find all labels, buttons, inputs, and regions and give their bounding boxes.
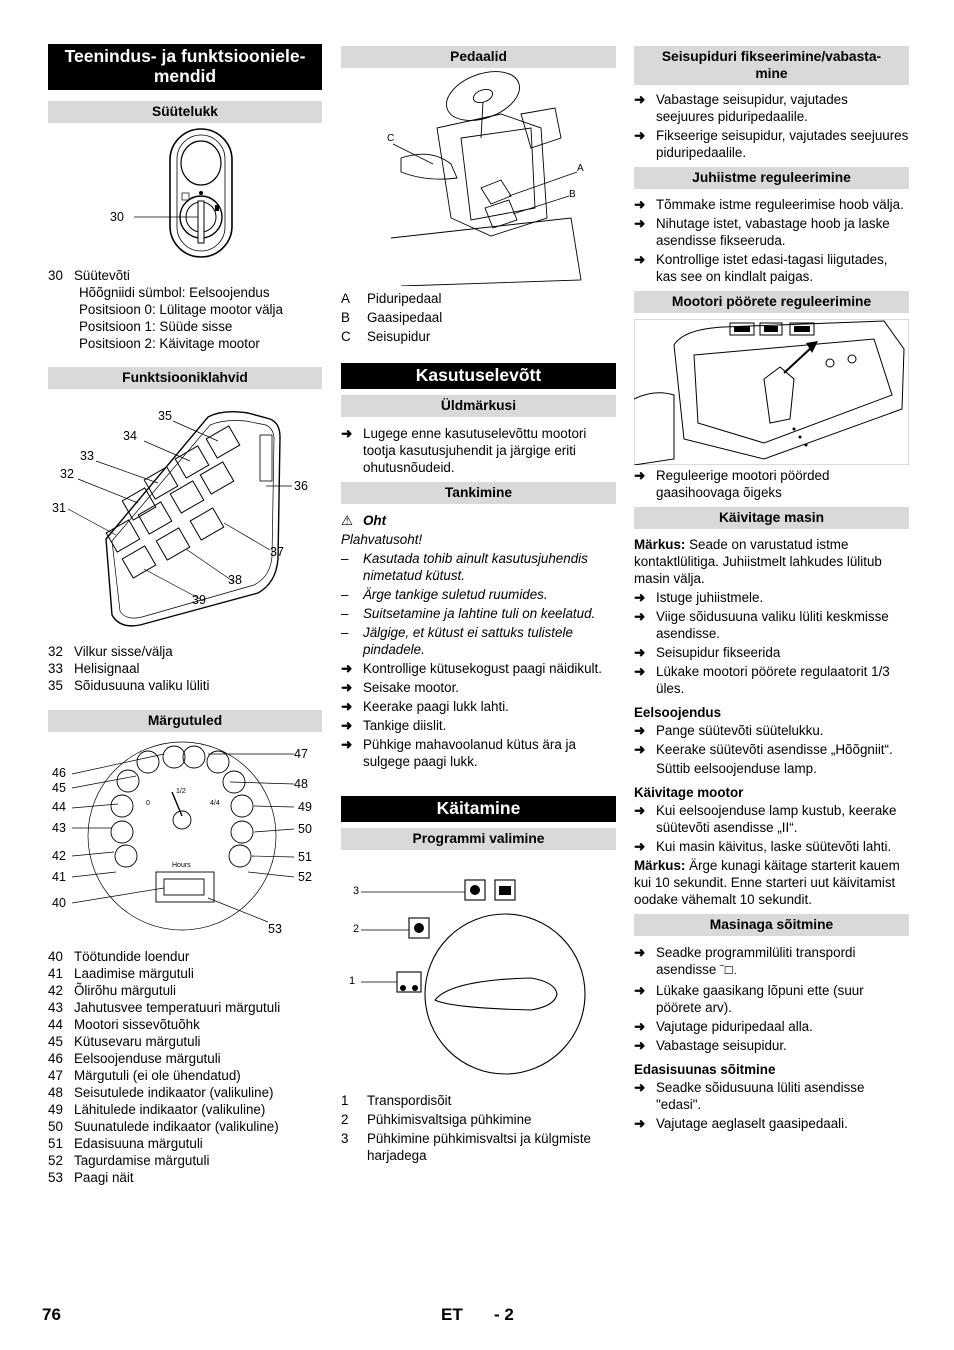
list-item: ➜ Keerake paagi lukk lahti. xyxy=(341,699,509,714)
callout-30: 30 xyxy=(110,210,124,224)
list-item: 50 Suunatulede indikaator (valikuline) xyxy=(48,1119,279,1134)
list-item: 3 Pühkimine pühkimisvaltsi ja külgmiste harjadega xyxy=(341,1131,592,1163)
pedaalid-list xyxy=(341,290,616,345)
list-item: ➜ Lugege enne kasutuselevõttu mootori tootja kasutusjuhendit ja järgige eriti ohutusnõudeid. xyxy=(341,426,587,475)
list-item: 49 Lähitulede indikaator (valikuline) xyxy=(48,1102,266,1117)
arrow-icon: ➜ xyxy=(341,737,353,752)
callout-41: 41 xyxy=(52,870,66,884)
list-item: ➜ Vabastage seisupidur. xyxy=(634,1038,787,1053)
arrow-icon: ➜ xyxy=(634,742,646,757)
list-item: 42 Õlirõhu märgutuli xyxy=(48,983,176,998)
list-item: ➜ Vajutage aeglaselt gaasipedaali. xyxy=(634,1116,848,1131)
list-item: ➜ Seadke sõidusuuna lüliti asendisse "edasi". xyxy=(634,1080,865,1112)
arrow-icon: ➜ xyxy=(634,216,646,231)
list-item: ➜ Keerake süütevõti asendisse „Hõõgniit“. xyxy=(634,742,893,757)
list-item: 47 Märgutuli (ei ole ühendatud) xyxy=(48,1068,241,1083)
language-code: ET xyxy=(441,1305,463,1324)
list-item: ➜ Viige sõidusuuna valiku lüliti keskmisse asendisse. xyxy=(634,609,889,641)
kaivitage-mootor-heading: Käivitage mootor xyxy=(634,785,744,800)
list-item: ➜ Vajutage piduripedaal alla. xyxy=(634,1019,813,1034)
callout-33: 33 xyxy=(80,449,94,463)
list-item: 32 Vilkur sisse/välja xyxy=(48,644,173,659)
list-item: 43 Jahutusvee temperatuuri märgutuli xyxy=(48,1000,281,1015)
list-item: 41 Laadimise märgutuli xyxy=(48,966,194,981)
ignition-lock-figure xyxy=(48,123,322,263)
list-item: Positsioon 2: Käivitage mootor xyxy=(79,336,260,351)
list-item: ➜ Kui masin käivitus, laske süütevõti lahti. xyxy=(634,839,892,854)
tankimine-block xyxy=(341,512,616,770)
list-item: ➜ Lükake mootori pöörete regulaatorit 1/3 üles. xyxy=(634,664,890,696)
arrow-icon: ➜ xyxy=(634,468,646,483)
warning-subtitle: Plahvatusoht! xyxy=(341,532,423,547)
list-item: – Suitsetamine ja lahtine tuli on keelatud. xyxy=(341,606,596,621)
arrow-icon: ➜ xyxy=(634,92,646,107)
subheading-juhiiste: Juhiistme reguleerimine xyxy=(634,167,909,189)
kaivitage-block xyxy=(634,536,909,908)
warning-triangle-icon: ⚠ xyxy=(341,513,354,528)
warning-title: ⚠ Oht xyxy=(341,513,387,528)
list-item: 52 Tagurdamise märgutuli xyxy=(48,1153,210,1168)
callout-31: 31 xyxy=(52,501,66,515)
callout-40: 40 xyxy=(52,896,66,910)
list-item: A Piduripedaal xyxy=(341,291,442,306)
arrow-icon: ➜ xyxy=(634,945,646,960)
callout-3: 3 xyxy=(353,885,360,897)
arrow-icon: ➜ xyxy=(634,983,646,998)
eelsoojendus-result: Süttib eelsoojenduse lamp. xyxy=(656,761,817,776)
callout-50: 50 xyxy=(298,822,312,836)
list-item: – Kasutada tohib ainult kasutusjuhendis nimetatud kütust. xyxy=(341,551,588,583)
subheading-margutuled: Märgutuled xyxy=(48,710,322,732)
subheading-mootori: Mootori pöörete reguleerimine xyxy=(634,291,909,313)
column-right xyxy=(634,44,909,1132)
callout-48: 48 xyxy=(294,777,308,791)
page-footer xyxy=(42,1306,912,1328)
gauge-label-half: 1/2 xyxy=(176,788,186,795)
pedals-figure xyxy=(341,68,616,286)
column-left xyxy=(48,44,322,1186)
callout-c: C xyxy=(387,133,395,144)
juhiiste-list xyxy=(634,196,909,285)
hours-label: Hours xyxy=(172,862,191,869)
arrow-icon: ➜ xyxy=(341,718,353,733)
list-item: 51 Edasisuuna märgutuli xyxy=(48,1136,203,1151)
arrow-icon: ➜ xyxy=(634,645,646,660)
callout-47: 47 xyxy=(294,747,308,761)
list-item: 45 Kütusevaru märgutuli xyxy=(48,1034,201,1049)
mootori-list xyxy=(634,467,909,501)
section-heading-kaitamine: Käitamine xyxy=(341,796,616,822)
list-item: ➜ Reguleerige mootori pöörded gaasihoovaga õigeks xyxy=(634,468,830,500)
arrow-icon: ➜ xyxy=(634,839,646,854)
subheading-kaivitage-masin: Käivitage masin xyxy=(634,507,909,529)
page-number: 76 xyxy=(42,1305,61,1324)
list-item: 44 Mootori sissevõtuõhk xyxy=(48,1017,200,1032)
programmi-list xyxy=(341,1092,616,1164)
list-item: ➜ Seadke programmilüliti transpordi asendisse ‾☐. xyxy=(634,944,909,980)
callout-38: 38 xyxy=(228,573,242,587)
callout-49: 49 xyxy=(298,800,312,814)
margutuled-list xyxy=(48,948,322,1186)
funktsiooniklahvid-list xyxy=(48,643,322,694)
callout-43: 43 xyxy=(52,821,66,835)
arrow-icon: ➜ xyxy=(634,609,646,624)
subheading-seisupidur: Seisupiduri fikseerimine/vabasta- mine xyxy=(634,46,909,85)
list-item: 2 Pühkimisvaltsiga pühkimine xyxy=(341,1112,532,1127)
callout-36: 36 xyxy=(294,479,308,493)
seisupidur-list xyxy=(634,91,909,161)
callout-37: 37 xyxy=(270,545,284,559)
list-item: 40 Töötundide loendur xyxy=(48,949,190,964)
callout-32: 32 xyxy=(60,467,74,481)
arrow-icon: ➜ xyxy=(634,1116,646,1131)
list-item: ➜ Seisupidur fikseerida xyxy=(634,645,781,660)
callout-42: 42 xyxy=(52,849,66,863)
list-item: C Seisupidur xyxy=(341,329,431,344)
callout-34: 34 xyxy=(123,429,137,443)
callout-46: 46 xyxy=(52,766,66,780)
list-item: Hõõgniidi sümbol: Eelsoojendus xyxy=(79,285,270,300)
callout-45: 45 xyxy=(52,781,66,795)
edasisuunas-heading: Edasisuunas sõitmine xyxy=(634,1062,776,1077)
list-item: 33 Helisignaal xyxy=(48,661,140,676)
list-item: ➜ Pange süütevõti süütelukku. xyxy=(634,723,824,738)
list-item: ➜ Lükake gaasikang lõpuni ette (suur pöörete arv). xyxy=(634,983,864,1015)
list-item: 35 Sõidusuuna valiku lüliti xyxy=(48,678,210,693)
indicator-lights-figure xyxy=(48,732,322,948)
section-heading-teenindus: Teenindus- ja funktsiooniele- mendid xyxy=(48,44,322,90)
list-item: ➜ Kontrollige istet edasi-tagasi liigutades, kas see on kindlalt paigas. xyxy=(634,252,888,284)
list-item: – Jälgige, et kütust ei sattuks tulistele pindadele. xyxy=(341,625,573,657)
arrow-icon: ➜ xyxy=(634,252,646,267)
callout-39: 39 xyxy=(192,593,206,607)
subheading-uldmarkusi: Üldmärkusi xyxy=(341,395,616,417)
arrow-icon: ➜ xyxy=(634,664,646,679)
list-item: ➜ Kui eelsoojenduse lamp kustub, keerake süütevõti asendisse „II“. xyxy=(634,803,897,835)
list-item: 48 Seisutulede indikaator (valikuline) xyxy=(48,1085,274,1100)
subheading-masinaga-soitmine: Masinaga sõitmine xyxy=(634,914,909,936)
subheading-programmi-valimine: Programmi valimine xyxy=(341,828,616,850)
subheading-funktsiooniklahvid: Funktsiooniklahvid xyxy=(48,367,322,389)
callout-35: 35 xyxy=(158,409,172,423)
arrow-icon: ➜ xyxy=(634,803,646,818)
callout-51: 51 xyxy=(298,850,312,864)
subheading-tankimine: Tankimine xyxy=(341,482,616,504)
eelsoojendus-heading: Eelsoojendus xyxy=(634,705,722,720)
arrow-icon: ➜ xyxy=(341,680,353,695)
callout-2: 2 xyxy=(353,923,360,935)
arrow-icon: ➜ xyxy=(634,590,646,605)
list-item: ➜ Fikseerige seisupidur, vajutades seejuures piduripedaalile. xyxy=(634,128,909,160)
subheading-pedaalid: Pedaalid xyxy=(341,46,616,68)
list-item: – Ärge tankige suletud ruumides. xyxy=(341,587,548,602)
callout-a: A xyxy=(577,163,584,174)
arrow-icon: ➜ xyxy=(341,699,353,714)
gauge-label-empty: 0 xyxy=(146,800,150,807)
column-middle xyxy=(341,44,616,1164)
arrow-icon: ➜ xyxy=(634,197,646,212)
list-item: ➜ Tankige diislit. xyxy=(341,718,447,733)
program-selector-figure xyxy=(341,850,616,1092)
callout-b: B xyxy=(569,189,576,200)
arrow-icon: ➜ xyxy=(634,723,646,738)
subheading-suutelukk: Süütelukk xyxy=(48,101,322,123)
callout-1: 1 xyxy=(349,975,356,987)
list-item: ➜ Pühkige mahavoolanud kütus ära ja sulgege paagi lukk. xyxy=(341,737,576,769)
arrow-icon: ➜ xyxy=(341,661,353,676)
list-item: ➜ Seisake mootor. xyxy=(341,680,460,695)
gauge-label-full: 4/4 xyxy=(210,800,220,807)
list-item: B Gaasipedaal xyxy=(341,310,443,325)
arrow-icon: ➜ xyxy=(634,1019,646,1034)
function-keys-figure xyxy=(48,389,322,643)
list-item: 30 Süütevõti xyxy=(48,268,130,283)
arrow-icon: ➜ xyxy=(634,1038,646,1053)
callout-53: 53 xyxy=(268,922,282,936)
note: Märkus: Ärge kunagi käitage starterit kauem kui 10 sekundit. Enne starteri uut käivitamist oodake vähemalt 10 sekundit. xyxy=(634,858,900,907)
throttle-figure xyxy=(634,319,909,465)
list-item: ➜ Tõmmake istme reguleerimise hoob välja. xyxy=(634,197,904,212)
arrow-icon: ➜ xyxy=(634,1080,646,1095)
list-item: 1 Transpordisõit xyxy=(341,1093,452,1108)
section-heading-kasutuselevott: Kasutuselevõtt xyxy=(341,363,616,389)
list-item: Positsioon 0: Lülitage mootor välja xyxy=(79,302,283,317)
arrow-icon: ➜ xyxy=(634,128,646,143)
list-item: ➜ Vabastage seisupidur, vajutades seejuures piduripedaalile. xyxy=(634,92,848,124)
note: Märkus: Seade on varustatud istme kontaktlülitiga. Juhiistmelt lahkudes lülitub masin välja. xyxy=(634,537,882,586)
list-item: ➜ Istuge juhiistmele. xyxy=(634,590,764,605)
list-item: 46 Eelsoojenduse märgutuli xyxy=(48,1051,221,1066)
list-item: ➜ Kontrollige kütusekogust paagi näidikult. xyxy=(341,661,602,676)
callout-44: 44 xyxy=(52,800,66,814)
page-code: - 2 xyxy=(494,1305,514,1324)
arrow-icon: ➜ xyxy=(341,426,353,441)
suutelukk-list xyxy=(48,267,322,352)
list-item: Positsioon 1: Süüde sisse xyxy=(79,319,233,334)
masinaga-block xyxy=(634,944,909,1132)
uldmarkusi-list xyxy=(341,425,616,476)
list-item: 53 Paagi näit xyxy=(48,1170,134,1185)
transport-mode-icon: ‾☐. xyxy=(720,965,737,977)
callout-52: 52 xyxy=(298,870,312,884)
list-item: ➜ Nihutage istet, vabastage hoob ja laske asendisse fikseeruda. xyxy=(634,216,890,248)
